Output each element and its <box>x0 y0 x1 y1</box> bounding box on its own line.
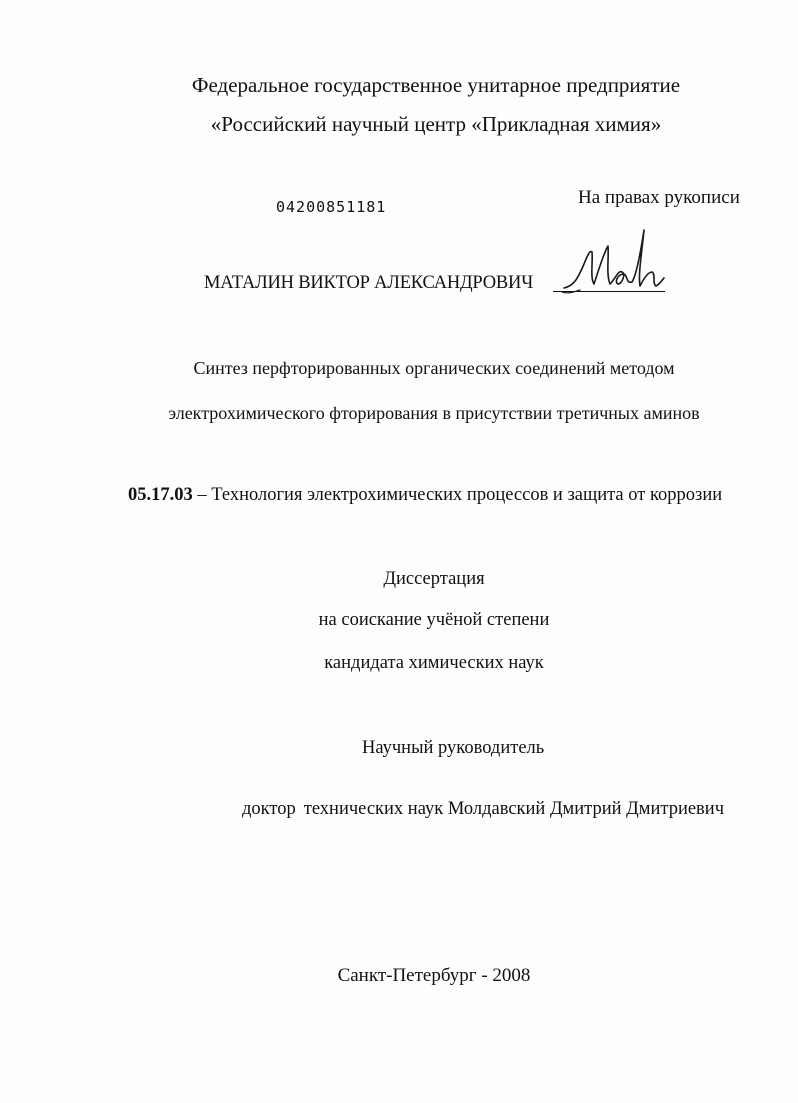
degree-name: кандидата химических наук <box>324 653 544 673</box>
specialty-code: 05.17.03 <box>128 485 193 505</box>
place-and-year: Санкт-Петербург - 2008 <box>337 965 531 986</box>
organization-line-1: Федеральное государственное унитарное предприятие <box>191 73 681 97</box>
supervisor-full-name: технических наук Молдавский Дмитрий Дмитриевич <box>303 799 724 819</box>
organization-line-2: «Российский научный центр «Прикладная химия» <box>210 112 662 136</box>
supervisor-label: Научный руководитель <box>362 738 545 758</box>
degree-purpose: на соискание учёной степени <box>318 610 550 630</box>
specialty-description: – Технология электрохимических процессов и защита от коррозии <box>192 485 723 505</box>
author-signature <box>560 222 670 302</box>
supervisor-degree: доктор <box>242 799 296 819</box>
dissertation-title-line-2: электрохимического фторирования в присутствии третичных аминов <box>168 403 700 423</box>
author-name: МАТАЛИН ВИКТОР АЛЕКСАНДРОВИЧ <box>204 273 534 293</box>
specialty <box>128 484 722 506</box>
archive-number: 04200851181 <box>276 198 387 216</box>
rights-note: На правах рукописи <box>578 187 740 208</box>
dissertation-title-line-1: Синтез перфторированных органических соединений методом <box>193 358 675 378</box>
dissertation-label: Диссертация <box>383 569 485 589</box>
supervisor-name <box>242 798 724 820</box>
